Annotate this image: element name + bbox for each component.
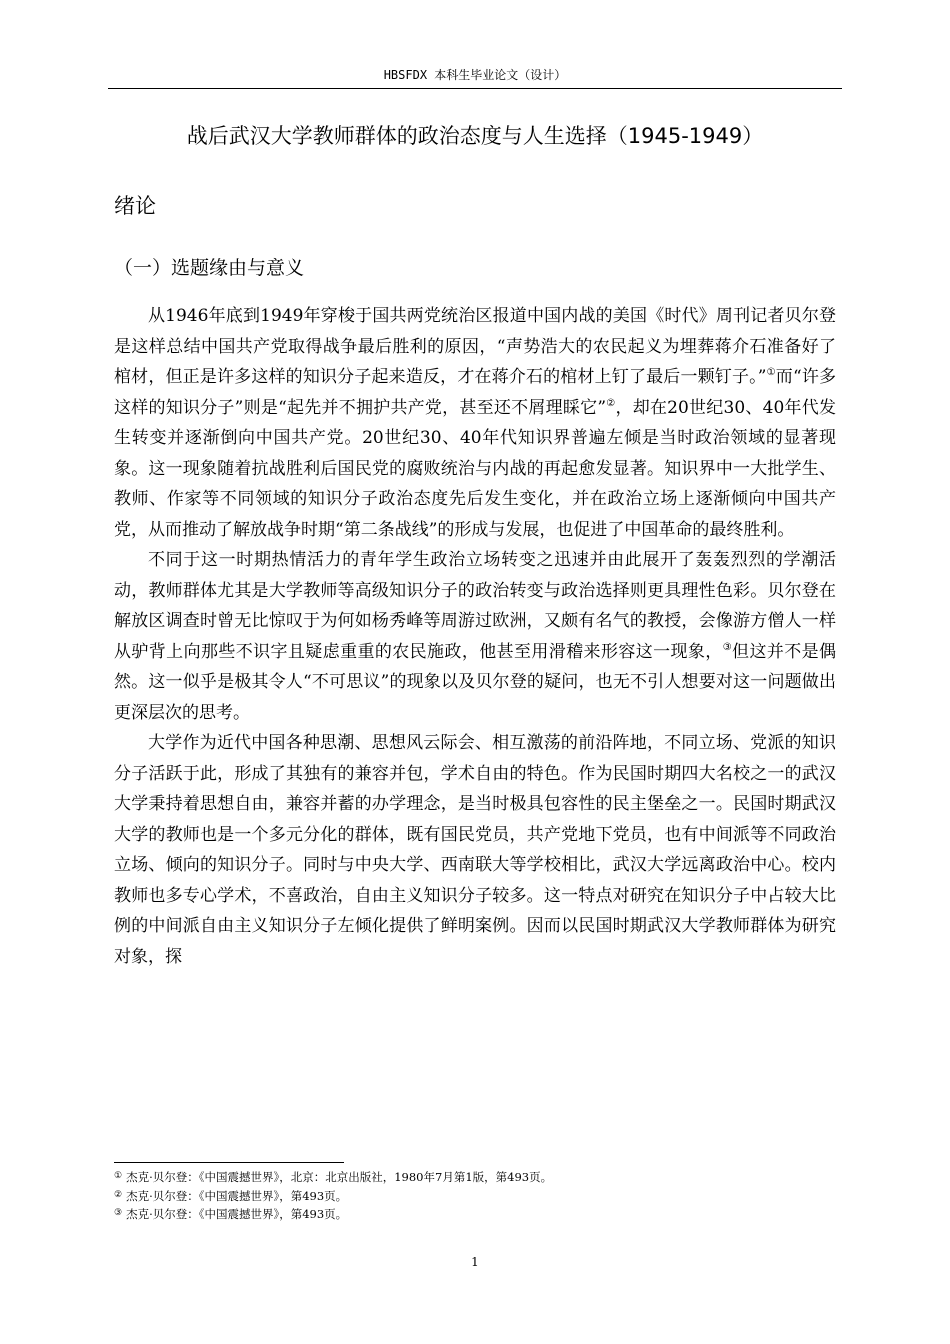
paragraph-3-text: 大学作为近代中国各种思潮、思想风云际会、相互激荡的前沿阵地，不同立场、党派的知识分子活跃于此，形成了其独有的兼容并包，学术自由的特色。作为民国时期四大名校之一的武汉大学秉持着思想自由，兼容并蓄的办学理念，是当时极具包容性的民主堡垒之一。民国时期武汉大学的教师也是一个多元分化的群体，既有国民党员，共产党地下党员，也有中间派等不同政治立场、倾向的知识分子。同时与中央大学、西南联大等学校相比，武汉大学远离政治中心。校内教师也多专心学术，不喜政治，自由主义知识分子较多。这一特点对研究在知识分子中占较大比例的中间派自由主义知识分子左倾化提供了鲜明案例。因而以民国时期武汉大学教师群体为研究对象，探: [114, 733, 836, 967]
paper-title: 战后武汉大学教师群体的政治态度与人生选择（1945-1949）: [186, 124, 764, 148]
paragraph-2: [114, 545, 836, 728]
footnote-ref-2[interactable]: ②: [606, 397, 616, 409]
paragraph-1: [114, 301, 836, 545]
footnote-3-text: 杰克·贝尔登：《中国震撼世界》，第493页。: [126, 1207, 348, 1221]
footnote-ref-3[interactable]: ③: [722, 641, 733, 653]
running-header-text: HBSFDX 本科生毕业论文（设计）: [383, 68, 567, 82]
footnote-1-mark: ①: [114, 1171, 123, 1181]
body-text: [114, 301, 836, 972]
footnote-1-text: 杰克·贝尔登：《中国震撼世界》，北京：北京出版社，1980年7月第1版，第493页。: [126, 1170, 553, 1184]
paragraph-2-text-b: 但这并不是偶然。这一似乎是极其令人“不可思议”的现象以及贝尔登的疑问，也无不引人想要对这一问题做出更深层次的思考。: [114, 641, 837, 723]
footnote-3-mark: ③: [114, 1208, 123, 1218]
paragraph-1-text-b: 而“许多这样的知识分子”则是“起先并不拥护共产党，甚至还不屑理睬它”: [114, 367, 836, 418]
running-header: [108, 66, 842, 89]
footnote-3: [114, 1205, 834, 1224]
page-number: 1: [471, 1255, 479, 1269]
footnote-2-mark: ②: [114, 1189, 123, 1200]
paragraph-1-text-a: 从1946年底到1949年穿梭于国共两党统治区报道中国内战的美国《时代》周刊记者贝尔登是这样总结中国共产党取得战争最后胜利的原因，“声势浩大的农民起义为埋葬蒋介石准备好了棺材，但正是许多这样的知识分子起来造反，才在蒋介石的棺材上钉了最后一颗钉子。”: [114, 306, 836, 387]
footnotes: [114, 1168, 834, 1224]
footnote-2: [114, 1187, 834, 1206]
footnote-1: [114, 1168, 834, 1187]
paragraph-3: [114, 728, 836, 972]
section-heading: 绪论: [114, 194, 156, 218]
subsection-heading: （一）选题缘由与意义: [114, 257, 305, 279]
paragraph-2-text-a: 不同于这一时期热情活力的青年学生政治立场转变之迅速并由此展开了轰轰烈烈的学潮活动，教师群体尤其是大学教师等高级知识分子的政治转变与政治选择则更具理性色彩。贝尔登在解放区调查时曾无比惊叹于为何如杨秀峰等周游过欧洲，又颇有名气的教授，会像游方僧人一样从驴背上向那些不识字且疑虑重重的农民施政，他甚至用滑稽来形容这一现象，: [114, 550, 836, 662]
footnote-ref-1[interactable]: ①: [766, 367, 776, 378]
paragraph-1-text-c: ，却在20世纪30、40年代发生转变并逐渐倒向中国共产党。20世纪30、40年代知识界普遍左倾是当时政治领域的显著现象。这一现象随着抗战胜利后国民党的腐败统治与内战的再起愈发显著。知识界中一大批学生、教师、作家等不同领域的知识分子政治态度先后发生变化，并在政治立场上逐渐倾向中国共产党，从而推动了解放战争时期“第二条战线”的形成与发展，也促进了中国革命的最终胜利。: [114, 397, 836, 540]
footnote-separator: [114, 1162, 344, 1163]
footnote-2-text: 杰克·贝尔登：《中国震撼世界》，第493页。: [126, 1188, 348, 1203]
